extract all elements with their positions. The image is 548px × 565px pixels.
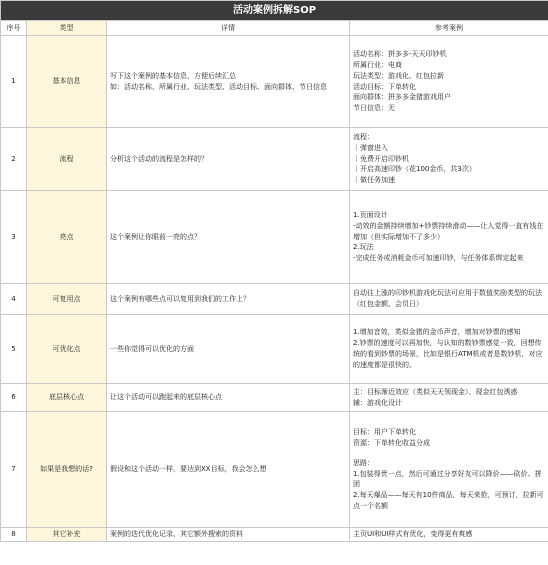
row-case — [350, 315, 548, 384]
detail-line: 案例的迭代优化记录、其它额外搜索的资料 — [110, 530, 243, 539]
header-detail: 详情 — [107, 21, 350, 36]
table-row — [1, 36, 548, 128]
case-line: ｜弹窗进入 — [353, 143, 388, 152]
table-row — [1, 315, 548, 384]
case-line: 1.页面设计 — [353, 210, 388, 219]
detail-line: 让这个活动可以跑起来的底层核心点 — [110, 393, 222, 402]
row-detail — [107, 412, 350, 528]
case-line: ｜做任务加速 — [353, 176, 395, 185]
case-line: -完成任务或消耗金币可加速印钞，与任务体系绑定起来 — [353, 254, 524, 263]
row-detail — [107, 284, 350, 315]
row-case — [350, 36, 548, 128]
row-type: 流程 — [27, 128, 107, 191]
case-line: 流程： — [353, 132, 374, 141]
table-row — [1, 191, 548, 284]
row-type: 亮点 — [27, 191, 107, 284]
row-type: 可优化点 — [27, 315, 107, 384]
case-line: 辅：游戏化设计 — [353, 398, 402, 407]
row-case — [350, 191, 548, 284]
row-type: 如果是我想的话? — [27, 412, 107, 528]
case-line: 节日信息：无 — [353, 104, 395, 113]
row-number: 6 — [1, 384, 27, 412]
row-case — [350, 528, 548, 542]
case-line: 2.钞票的速度可以再加快，与认知的数钞票感觉一致，回想传统的看到钞票的场景，比如是银行ATM机或者是数钞机，对应的速度都是很快的。 — [353, 339, 543, 369]
case-line: 主页UI和UI样式有优化，变得更有爽感 — [353, 530, 473, 539]
table-row — [1, 384, 548, 412]
row-type: 可复用点 — [27, 284, 107, 315]
row-type: 基本信息 — [27, 36, 107, 128]
case-line: ｜免费开启印钞机 — [353, 154, 409, 163]
case-spacer — [353, 449, 545, 458]
row-type: 其它补充 — [27, 528, 107, 542]
header-no: 序号 — [1, 21, 27, 36]
detail-line: 这个案例有哪些点可以复用到我们的工作上？ — [110, 294, 250, 303]
header-type: 类型 — [27, 21, 107, 36]
row-case — [350, 412, 548, 528]
detail-line: 一些你觉得可以优化的方面 — [110, 344, 194, 353]
row-detail — [107, 36, 350, 128]
title-row — [1, 1, 548, 21]
case-line: 思路： — [353, 458, 374, 467]
row-detail — [107, 384, 350, 412]
table-body — [1, 36, 548, 542]
case-line: 资源：下单转化收益分成 — [353, 438, 430, 447]
case-line: 1.包装得贵一点，然后可通过分享好友可以降价——砍价、拼团 — [353, 469, 542, 489]
case-line: 所属行业：电商 — [353, 60, 402, 69]
row-number: 7 — [1, 412, 27, 528]
detail-line: 假设和这个活动一样，要达到XX目标，我会怎么想 — [110, 465, 267, 474]
row-number: 3 — [1, 191, 27, 284]
row-detail — [107, 191, 350, 284]
row-case — [350, 384, 548, 412]
case-line: 活动名称：拼多多-天天印钞机 — [353, 49, 447, 58]
detail-line: 写下这个案例的基本信息，方便后续汇总 — [110, 71, 236, 80]
case-line: 玩法类型：游戏化、红包拉新 — [353, 71, 444, 80]
case-line: 活动目标：下单转化 — [353, 82, 416, 91]
case-line: 目标：用户下单转化 — [353, 428, 416, 437]
row-number: 2 — [1, 128, 27, 191]
detail-line: 分析这个活动的流程是怎样的？ — [110, 154, 208, 163]
case-line: ｜开启高速印钞（花100金币，共3次） — [353, 165, 476, 174]
row-detail — [107, 528, 350, 542]
row-number: 8 — [1, 528, 27, 542]
detail-line: 这个案例让你眼前一亮的点？ — [110, 232, 201, 241]
row-number: 5 — [1, 315, 27, 384]
case-line: -动效的金额持续增加+钞票持续滑动——让人觉得一直有钱在增加（但实际增加不了多少） — [353, 221, 544, 241]
row-detail — [107, 315, 350, 384]
row-type: 底层核心点 — [27, 384, 107, 412]
row-detail — [107, 128, 350, 191]
case-line: 2.每天爆品——每天有10件商品，每天来抢，可预订，拉新可点一个名额 — [353, 491, 544, 511]
row-case — [350, 284, 548, 315]
row-number: 1 — [1, 36, 27, 128]
case-line: 主：目标渐近效应（类似天天领现金）、现金红包诱惑 — [353, 387, 518, 396]
row-case — [350, 128, 548, 191]
detail-line: 如：活动名称、所属行业、玩法类型、活动目标、面向群体、节日信息 — [110, 82, 327, 91]
row-number: 4 — [1, 284, 27, 315]
case-line: 面向群体：拼多多金猪游戏用户 — [353, 93, 451, 102]
table-row — [1, 128, 548, 191]
table-row — [1, 284, 548, 315]
header-row — [1, 21, 548, 36]
table-row — [1, 412, 548, 528]
header-case: 参考案例 — [350, 21, 548, 36]
table-row — [1, 528, 548, 542]
case-line: 自动往上涨的印钞机游戏化玩法可应用于数值奖励类型的玩法（红包金额、会员日） — [353, 289, 542, 308]
case-line: 2.玩法 — [353, 243, 374, 252]
case-line: 1.增加音效，类似金猪的金币声音，增加对钞票的感知 — [353, 328, 521, 337]
table-title: 活动案例拆解SOP — [1, 1, 548, 21]
